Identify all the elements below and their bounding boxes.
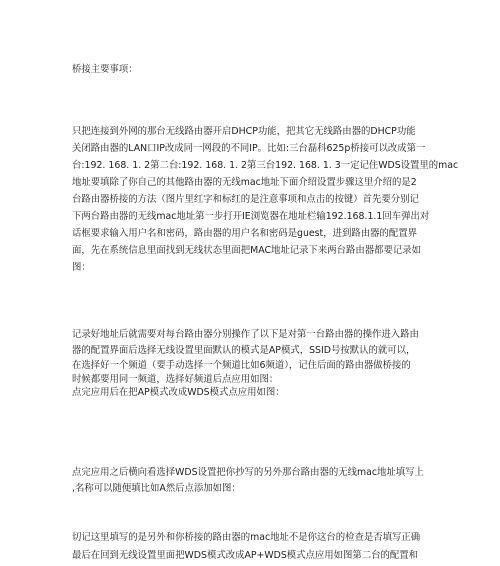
text-line: 最后在回到无线设置里面把WDS模式改成AP+WDS模式点应用如图第二台的配置和	[72, 550, 419, 561]
text-line: 关闭路由器的LAN口IP改成同一网段的不同IP。比如:三台磊科625p桥接可以改成第一	[72, 143, 426, 154]
text-line: 器的配置界面后选择无线设置里面默认的模式是AP模式，SSID号按默认的就可以，	[72, 345, 416, 356]
text-line: 在选择好一个频道（要手动选择一个频道比如6频道），记住后面的路由器做桥接的	[72, 360, 411, 371]
text-line: 时候都要用同一频道，选择好频道后点应用如图：	[72, 374, 279, 385]
text-line: 台:192. 168. 1. 2第二台:192. 168. 1. 2第三台192. 168. 1. 3一定记住WDS设置里的mac	[72, 160, 459, 171]
text-line: 点完应用之后横向看选择WDS设置把你抄写的另外那台路由器的无线mac地址填写上	[72, 467, 424, 478]
text-line: 话框要求输入用户名和密码，路由器的用户名和密码是guest，进到路由器的配置界	[72, 228, 417, 239]
text-line: 只把连接到外网的那台无线路由器开启DHCP功能，把其它无线路由器的DHCP功能	[72, 126, 416, 137]
text-line: 下两台路由器的无线mac地址第一步打开IE浏览器在地址栏输192.168.1.1回车弹出对	[72, 211, 430, 222]
text-line: 记录好地址后就需要对每台路由器分别操作了以下是对第一台路由器的操作进入路由	[72, 329, 419, 340]
text-line: 地址要填除了你自己的其他路由器的无线mac地址下面介绍设置步骤这里介绍的是2	[72, 177, 417, 188]
text-line: 切记这里填写的是另外和你桥接的路由器的mac地址不是你这台的检查是否填写正确	[72, 532, 421, 543]
text-line: 图：	[72, 262, 91, 273]
text-line: 面，先在系统信息里面找到无线状态里面把MAC地址记录下来两台路由器都要记录如	[72, 245, 422, 256]
text-line: ,名称可以随便填比如A然后点添加如图：	[72, 483, 241, 494]
text-line: 点完应用后在把AP模式改成WDS模式点应用如图：	[72, 387, 285, 398]
text-line: 台路由器桥接的方法（图片里红字和标红的是注意事项和点击的按键）首先要分别记	[72, 194, 419, 205]
document-heading: 桥接主要事项：	[72, 64, 138, 75]
